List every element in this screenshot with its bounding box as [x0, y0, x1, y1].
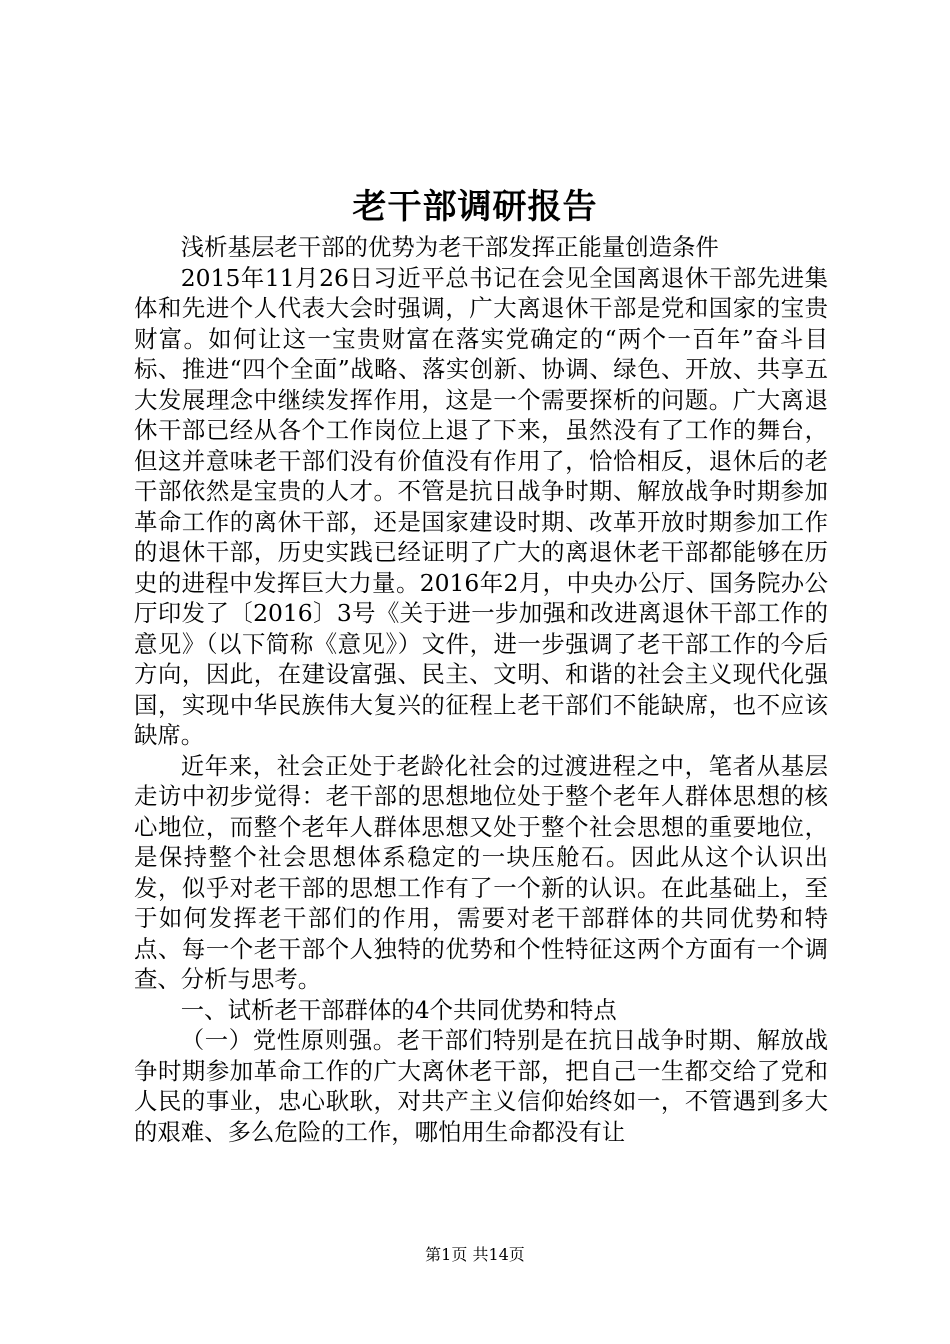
document-body [134, 232, 828, 1147]
body-paragraph: （一）党性原则强。老干部们特别是在抗日战争时期、解放战争时期参加革命工作的广大离休老干部，把自己一生都交给了党和人民的事业，忠心耿耿，对共产主义信仰始终如一，不管遇到多大的艰难、多么危险的工作，哪怕用生命都没有让 [134, 1026, 828, 1146]
subtitle-paragraph: 浅析基层老干部的优势为老干部发挥正能量创造条件 [180, 233, 719, 261]
section-heading: 一、试析老干部群体的4个共同优势和特点 [180, 995, 617, 1024]
page-footer: 第1页 共14页 [425, 1245, 525, 1264]
body-paragraph: 2015年11月26日习近平总书记在会见全国离退休干部先进集体和先进个人代表大会时强调，广大离退休干部是党和国家的宝贵财富。如何让这一宝贵财富在落实党确定的“两个一百年”奋斗目标、推进“四个全面”战略、落实创新、协调、绿色、开放、共享五大发展理念中继续发挥作用，这是一个需要探析的问题。广大离退休干部已经从各个工作岗位上退了下来，虽然没有了工作的舞台，但这并意味老干部们没有价值没有作用了，恰恰相反，退休后的老干部依然是宝贵的人才。不管是抗日战争时期、解放战争时期参加革命工作的离休干部，还是国家建设时期、改革开放时期参加工作的退休干部，历史实践已经证明了广大的离退休老干部都能够在历史的进程中发挥巨大力量。2016年2月，中央办公厅、国务院办公厅印发了〔2016〕3号《关于进一步加强和改进离退休干部工作的意见》（以下简称《意见》）文件，进一步强调了老干部工作的今后方向，因此，在建设富强、民主、文明、和谐的社会主义现代化强国，实现中华民族伟大复兴的征程上老干部们不能缺席，也不应该缺席。 [134, 263, 828, 749]
body-paragraph: 近年来，社会正处于老龄化社会的过渡进程之中，笔者从基层走访中初步觉得：老干部的思想地位处于整个老年人群体思想的核心地位，而整个老年人群体思想又处于整个社会思想的重要地位，是保持整个社会思想体系稳定的一块压舱石。因此从这个认识出发，似乎对老干部的思想工作有了一个新的认识。在此基础上，至于如何发挥老干部们的作用，需要对老干部群体的共同优势和特点、每一个老干部个人独特的优势和个性特征这两个方面有一个调查、分析与思考。 [134, 751, 828, 993]
document-title: 老干部调研报告 [352, 187, 598, 227]
